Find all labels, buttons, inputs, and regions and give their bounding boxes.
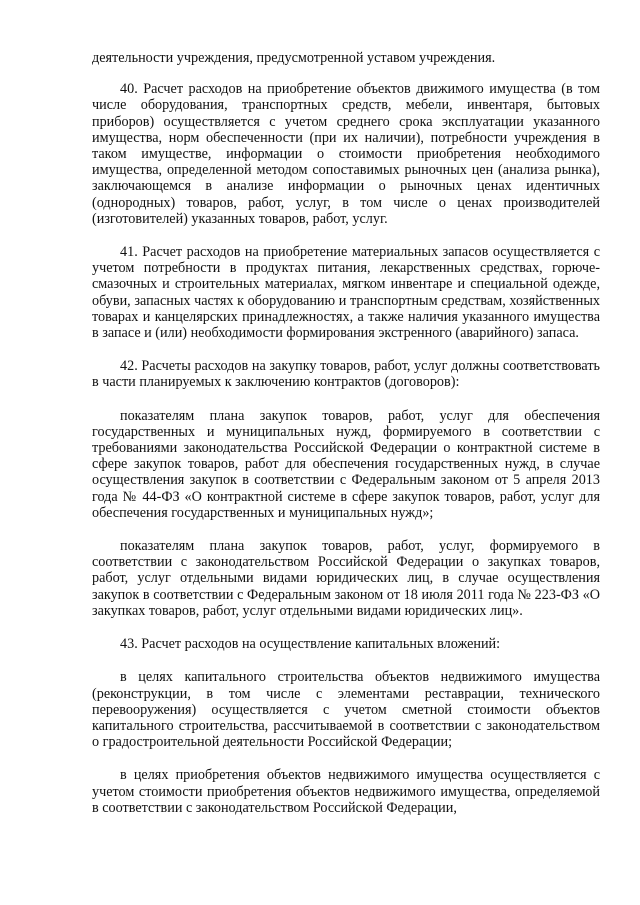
paragraph-42: 42. Расчеты расходов на закупку товаров, работ, услуг должны соответствовать в части планируемых к заключению контрактов (договоров): [92,358,600,391]
paragraph-43-item-2: в целях приобретения объектов недвижимого имущества осуществляется с учетом стоимости приобретения объектов недвижимого имущества, определяемой в соответствии с законодательством Российской Федерации, [92,767,600,816]
paragraph-40: 40. Расчет расходов на приобретение объектов движимого имущества (в том числе оборудования, транспортных средств, мебели, инвентаря, бытовых приборов) осуществляется с учетом среднего срока эксплуатации указанного имущества, норм обеспеченности (при их наличии), потребности учреждения в таком имуществе, информации о стоимости приобретения необходимого имущества, определенной методом сопоставимых рыночных цен (анализа рынка), заключающемся в анализе информации о рыночных ценах идентичных (однородных) товаров, работ, услуг, в том числе о ценах производителей (изготовителей) указанных товаров, работ, услуг. [92,81,600,227]
paragraph-42-item-2: показателям плана закупок товаров, работ, услуг, формируемого в соответствии с законодательством Российской Федерации о закупках товаров, работ, услуг отдельными видами юридических лиц, в случае осуществления закупок в соответствии с Федеральным законом от 18 июля 2011 года № 223-ФЗ «О закупках товаров, работ, услуг отдельными видами юридических лиц». [92,538,600,619]
paragraph-43-item-1: в целях капитального строительства объектов недвижимого имущества (реконструкции, в том числе с элементами реставрации, технического перевооружения) осуществляется с учетом сметной стоимости объектов капитального строительства, рассчитываемой в соответствии с законодательством о градостроительной деятельности Российской Федерации; [92,669,600,751]
paragraph-continuation: деятельности учреждения, предусмотренной уставом учреждения. [92,50,496,66]
paragraph-43: 43. Расчет расходов на осуществление капитальных вложений: [120,636,501,653]
paragraph-42-item-1: показателям плана закупок товаров, работ, услуг для обеспечения государственных и муниципальных нужд, формируемого в соответствии с требованиями законодательства Российской Федерации о контрактной системе в сфере закупок товаров, работ для обеспечения государственных нужд, в случае осуществления закупок в соответствии с Федеральным законом от 5 апреля 2013 года № 44-ФЗ «О контрактной системе в сфере закупок товаров, работ, услуг для обеспечения государственных и муниципальных нужд»; [92,407,600,521]
paragraph-41: 41. Расчет расходов на приобретение материальных запасов осуществляется с учетом потребности в продуктах питания, лекарственных средствах, горюче-смазочных и строительных материалах, мягком инвентаре и специальной одежде, обуви, запасных частях к оборудованию и транспортным средствам, хозяйственных товарах и канцелярских принадлежностях, а также наличия указанного имущества в запасе и (или) необходимости формирования экстренного (аварийного) запаса. [92,244,600,342]
document-page [92,50,600,816]
